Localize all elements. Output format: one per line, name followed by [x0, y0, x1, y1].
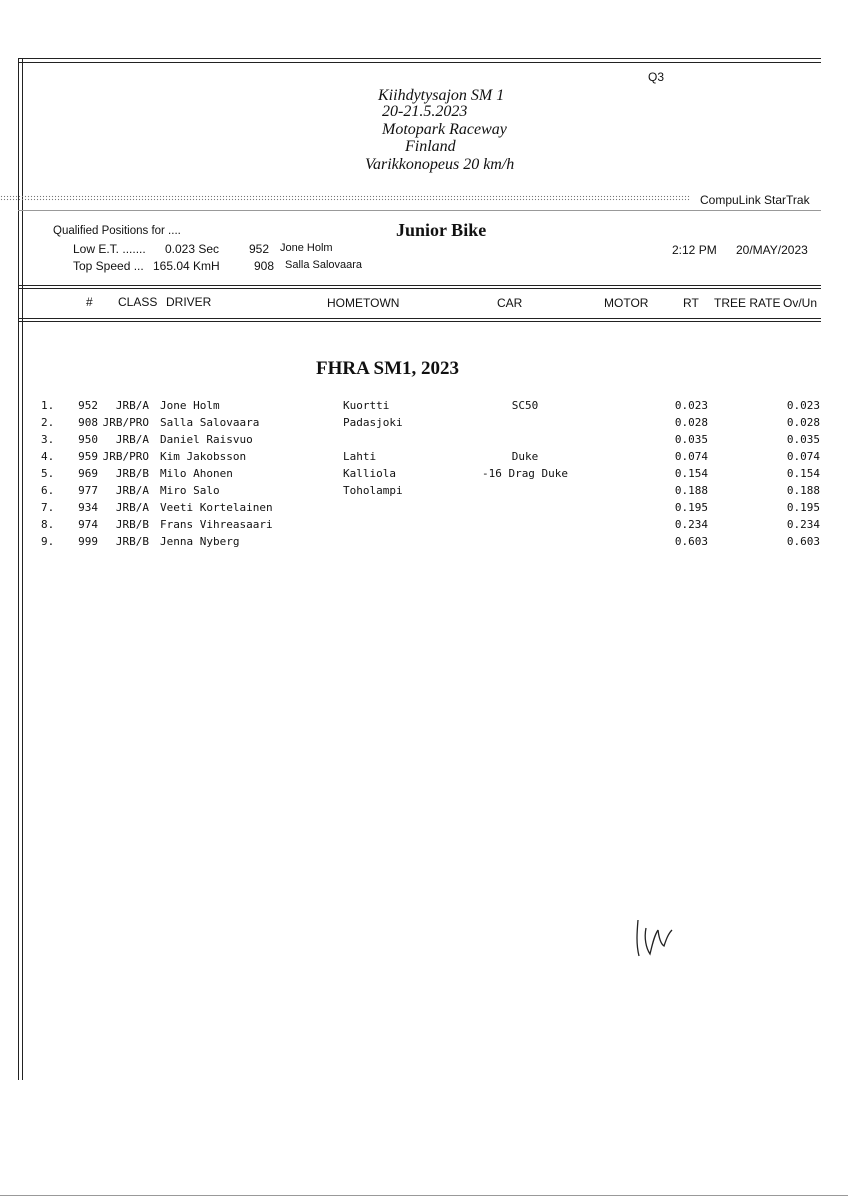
table-row	[0, 416, 848, 433]
col-class: CLASS	[118, 295, 158, 309]
position: 2.	[41, 416, 55, 429]
handwritten-signature	[628, 912, 688, 962]
ov-un: 0.603	[786, 535, 820, 548]
header-bottom-line-2	[18, 321, 821, 322]
reaction-time: 0.074	[674, 450, 708, 463]
class: JRB/A	[115, 484, 149, 497]
report-time: 2:12 PM	[672, 243, 717, 257]
driver: Kim Jakobsson	[160, 450, 247, 463]
hometown: Lahti	[343, 450, 377, 463]
car: Duke	[511, 450, 539, 463]
position: 5.	[41, 467, 55, 480]
table-row	[0, 535, 848, 552]
car-number: 974	[78, 518, 98, 531]
reaction-time: 0.195	[674, 501, 708, 514]
car: -16 Drag Duke	[481, 467, 569, 480]
position: 1.	[41, 399, 55, 412]
table-row	[0, 433, 848, 450]
car-number: 969	[78, 467, 98, 480]
ov-un: 0.195	[786, 501, 820, 514]
col-car: CAR	[497, 296, 523, 310]
reaction-time: 0.188	[674, 484, 708, 497]
low-et-driver: Jone Holm	[280, 242, 333, 254]
event-line-3: Motopark Raceway	[382, 121, 507, 138]
hometown: Kuortti	[343, 399, 390, 412]
position: 7.	[41, 501, 55, 514]
driver: Salla Salovaara	[160, 416, 260, 429]
table-row	[0, 501, 848, 518]
table-row	[0, 518, 848, 535]
ov-un: 0.035	[786, 433, 820, 446]
car-number: 934	[78, 501, 98, 514]
class: JRB/A	[115, 433, 149, 446]
left-border-inner	[22, 58, 23, 1080]
col-driver: DRIVER	[166, 295, 212, 309]
position: 3.	[41, 433, 55, 446]
car-number: 977	[78, 484, 98, 497]
position: 6.	[41, 484, 55, 497]
car-number: 950	[78, 433, 98, 446]
class: JRB/B	[115, 535, 149, 548]
position: 4.	[41, 450, 55, 463]
class: JRB/B	[115, 467, 149, 480]
top-border	[18, 58, 821, 59]
class: JRB/PRO	[102, 416, 149, 429]
left-border	[18, 58, 19, 1080]
ov-un: 0.188	[786, 484, 820, 497]
qualified-label: Qualified Positions for ....	[53, 225, 181, 237]
session-label: Q3	[648, 70, 665, 84]
col-number: #	[86, 295, 93, 309]
top-border-2	[18, 62, 821, 63]
low-et-value: 0.023 Sec	[165, 242, 220, 256]
position: 8.	[41, 518, 55, 531]
car-number: 959	[78, 450, 98, 463]
ov-un: 0.074	[786, 450, 820, 463]
report-date: 20/MAY/2023	[736, 243, 808, 257]
event-line-5: Varikkonopeus 20 km/h	[365, 156, 515, 173]
driver: Miro Salo	[160, 484, 220, 497]
class: JRB/B	[115, 518, 149, 531]
ov-un: 0.234	[786, 518, 820, 531]
col-ov-un: Ov/Un	[783, 296, 818, 310]
event-line-2: 20-21.5.2023	[382, 103, 468, 120]
top-speed-label: Top Speed ...	[73, 259, 144, 273]
col-tree-rate: TREE RATE	[714, 296, 781, 310]
reaction-time: 0.234	[674, 518, 708, 531]
reaction-time: 0.035	[674, 433, 708, 446]
class: JRB/PRO	[102, 450, 149, 463]
ov-un: 0.023	[786, 399, 820, 412]
hometown: Toholampi	[343, 484, 403, 497]
driver: Veeti Kortelainen	[160, 501, 273, 514]
event-line-1: Kiihdytysajon SM 1	[378, 87, 505, 104]
top-speed-value: 165.04 KmH	[153, 259, 220, 273]
low-et-number: 952	[249, 242, 270, 256]
low-et-label: Low E.T. .......	[73, 242, 146, 256]
hometown: Kalliola	[343, 467, 396, 480]
driver: Frans Vihreasaari	[160, 518, 273, 531]
table-row	[0, 399, 848, 416]
table-row	[0, 450, 848, 467]
top-speed-driver: Salla Salovaara	[285, 259, 363, 271]
class: JRB/A	[115, 399, 149, 412]
reaction-time: 0.023	[674, 399, 708, 412]
hometown: Padasjoki	[343, 416, 403, 429]
table-row	[0, 484, 848, 501]
bottom-edge-line	[0, 1195, 848, 1196]
car-number: 999	[78, 535, 98, 548]
header-top-line	[18, 285, 821, 286]
driver: Jone Holm	[160, 399, 220, 412]
top-speed-number: 908	[254, 259, 275, 273]
ov-un: 0.028	[786, 416, 820, 429]
car: SC50	[511, 399, 539, 412]
position: 9.	[41, 535, 55, 548]
header-bottom-line	[18, 318, 821, 319]
header-top-line-2	[18, 288, 821, 289]
reaction-time: 0.603	[674, 535, 708, 548]
class: JRB/A	[115, 501, 149, 514]
section-title: FHRA SM1, 2023	[316, 358, 460, 379]
reaction-time: 0.028	[674, 416, 708, 429]
car-number: 952	[78, 399, 98, 412]
car-number: 908	[78, 416, 98, 429]
ov-un: 0.154	[786, 467, 820, 480]
event-line-4: Finland	[405, 138, 456, 155]
col-motor: MOTOR	[604, 296, 649, 310]
dotted-separator	[0, 195, 690, 201]
separator-line	[18, 210, 821, 211]
driver: Jenna Nyberg	[160, 535, 240, 548]
table-row	[0, 467, 848, 484]
col-rt: RT	[683, 296, 699, 310]
driver: Milo Ahonen	[160, 467, 233, 480]
col-hometown: HOMETOWN	[327, 296, 400, 310]
driver: Daniel Raisvuo	[160, 433, 253, 446]
reaction-time: 0.154	[674, 467, 708, 480]
class-title: Junior Bike	[396, 220, 487, 240]
software-label: CompuLink StarTrak	[700, 193, 810, 207]
